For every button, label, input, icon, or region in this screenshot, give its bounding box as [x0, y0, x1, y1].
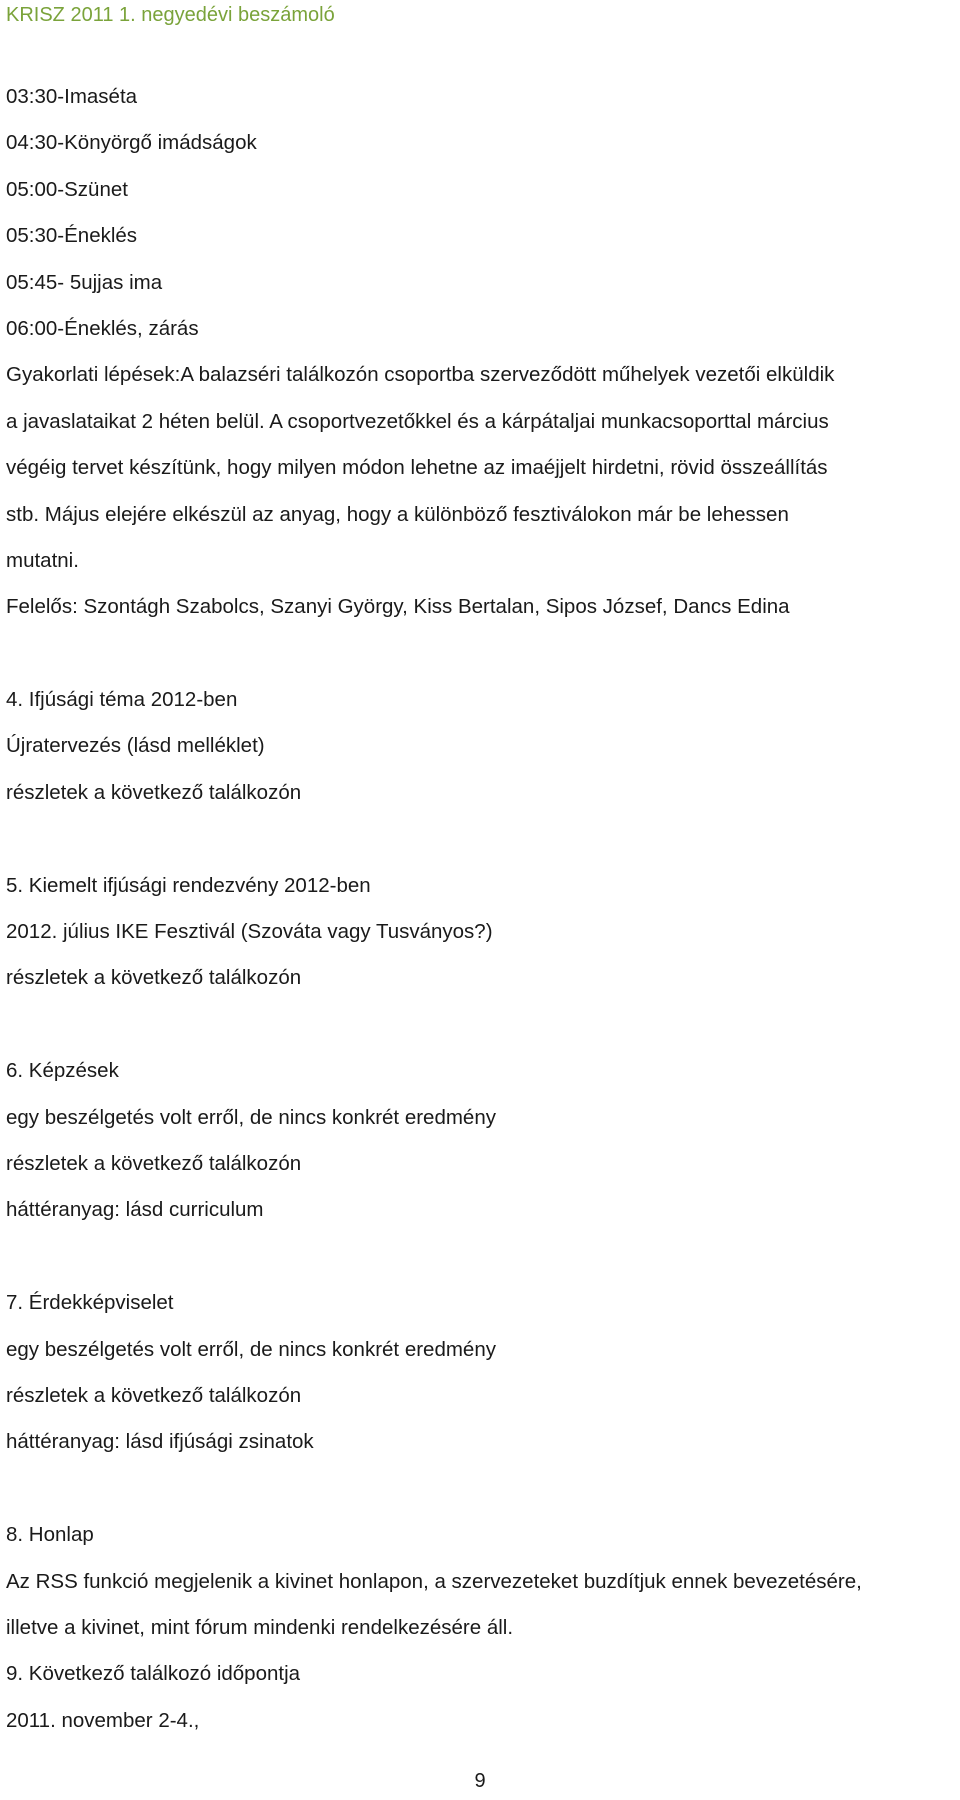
- blank-line: [6, 1002, 952, 1048]
- section-heading: 4. Ifjúsági téma 2012-ben: [6, 688, 238, 712]
- section-line: Az RSS funkció megjelenik a kivinet honlapon, a szervezeteket buzdítjuk ennek bevezetésére,: [6, 1569, 862, 1593]
- schedule-list: [6, 74, 952, 352]
- section-youth-topic: [6, 677, 952, 816]
- responsible-persons: Felelős: Szontágh Szabolcs, Szanyi György, Kiss Bertalan, Sipos József, Dancs Edina: [6, 595, 790, 619]
- section-line: részletek a következő találkozón: [6, 1151, 302, 1175]
- schedule-item: 05:45- 5ujjas ima: [6, 270, 163, 294]
- running-header: KRISZ 2011 1. negyedévi beszámoló: [6, 4, 335, 26]
- section-youth-event: [6, 863, 952, 1002]
- blank-line: [6, 1466, 952, 1512]
- section-line: részletek a következő találkozón: [6, 966, 302, 990]
- schedule-item: 06:00-Éneklés, zárás: [6, 316, 199, 340]
- section-line: háttéranyag: lásd curriculum: [6, 1198, 264, 1222]
- practical-steps-paragraph: [6, 352, 952, 630]
- paragraph-line: Gyakorlati lépések:A balazséri találkozón csoportba szerveződött műhelyek vezetői elküldik: [6, 363, 835, 387]
- section-line: részletek a következő találkozón: [6, 1383, 302, 1407]
- section-line: egy beszélgetés volt erről, de nincs konkrét eredmény: [6, 1105, 496, 1129]
- section-heading: 5. Kiemelt ifjúsági rendezvény 2012-ben: [6, 873, 371, 897]
- paragraph-line: végéig tervet készítünk, hogy milyen módon lehetne az imaéjjelt hirdetni, rövid összeállítás: [6, 456, 828, 480]
- section-heading: 6. Képzések: [6, 1059, 119, 1083]
- section-line: illetve a kivinet, mint fórum mindenki rendelkezésére áll.: [6, 1615, 514, 1639]
- page-number: 9: [474, 1770, 486, 1792]
- schedule-item: 03:30-Imaséta: [6, 85, 138, 108]
- section-next-meeting: [6, 1651, 952, 1744]
- section-heading: 7. Érdekképviselet: [6, 1291, 174, 1315]
- paragraph-line: mutatni.: [6, 548, 79, 572]
- schedule-item: 05:00-Szünet: [6, 177, 128, 201]
- schedule-item: 05:30-Éneklés: [6, 224, 138, 248]
- section-heading: 9. Következő találkozó időpontja: [6, 1662, 301, 1686]
- section-website: [6, 1512, 952, 1651]
- schedule-item: 04:30-Könyörgő imádságok: [6, 131, 257, 155]
- paragraph-line: a javaslataikat 2 héten belül. A csoportvezetőkkel és a kárpátaljai munkacsoporttal március: [6, 409, 829, 433]
- blank-line: [6, 1234, 952, 1280]
- meeting-date: 2011. november 2-4.,: [6, 1708, 200, 1732]
- section-heading: 8. Honlap: [6, 1523, 94, 1547]
- section-line: háttéranyag: lásd ifjúsági zsinatok: [6, 1430, 314, 1454]
- section-line: Újratervezés (lásd melléklet): [6, 734, 265, 758]
- section-advocacy: [6, 1280, 952, 1466]
- document-body: [6, 74, 952, 1744]
- section-trainings: [6, 1048, 952, 1234]
- blank-line: [6, 816, 952, 862]
- section-line: 2012. július IKE Fesztivál (Szováta vagy Tusványos?): [6, 920, 493, 944]
- blank-line: [6, 631, 952, 677]
- section-line: részletek a következő találkozón: [6, 780, 302, 804]
- paragraph-line: stb. Május elejére elkészül az anyag, hogy a különböző fesztiválokon már be lehessen: [6, 502, 789, 526]
- section-line: egy beszélgetés volt erről, de nincs konkrét eredmény: [6, 1337, 496, 1361]
